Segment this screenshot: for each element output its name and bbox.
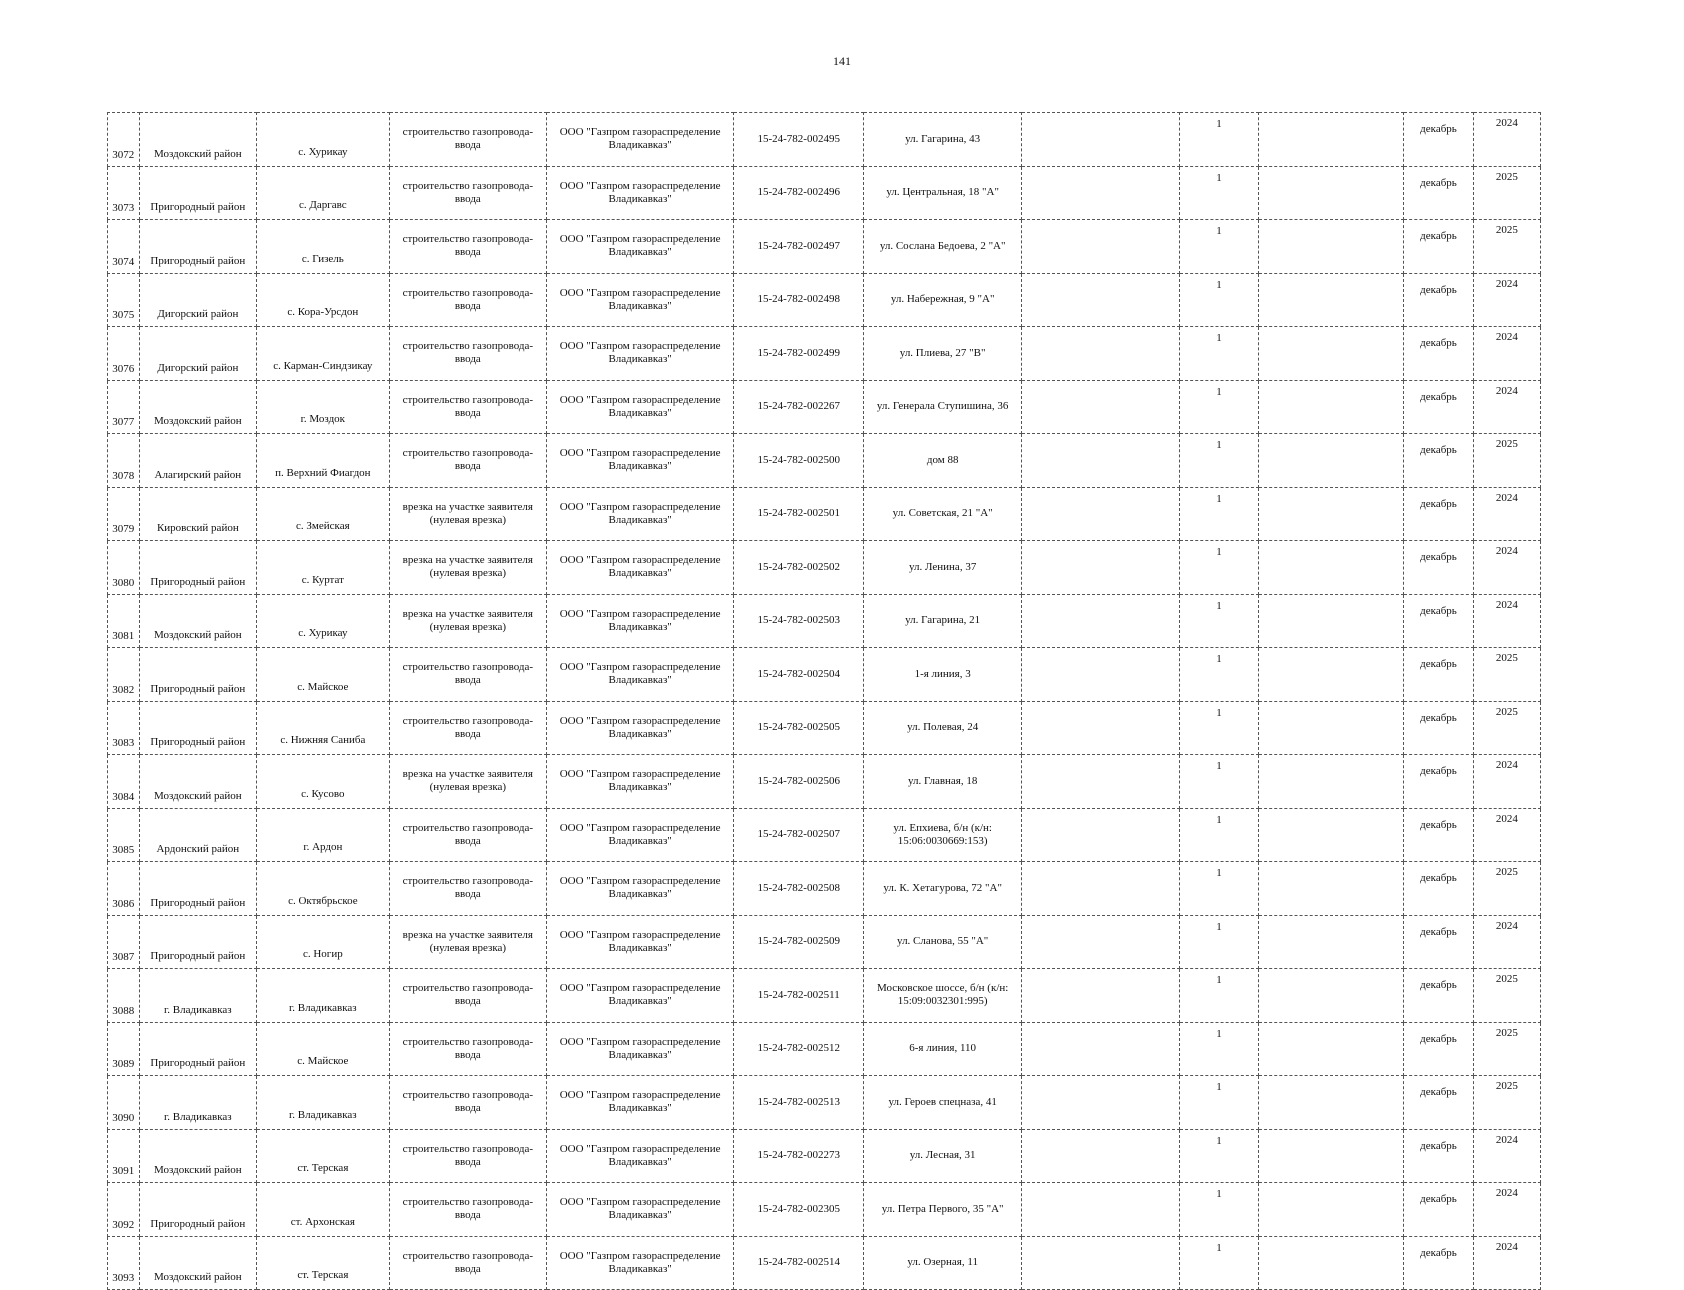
work-type-cell: строительство газопровода-ввода — [389, 380, 547, 434]
row-number-cell: 3081 — [108, 594, 140, 648]
month-cell: декабрь — [1404, 541, 1473, 595]
table-row — [108, 701, 1541, 755]
district-cell: Дигорский район — [139, 327, 257, 381]
object-code-cell: 15-24-782-002505 — [734, 701, 864, 755]
year-cell: 2024 — [1473, 1129, 1540, 1183]
empty-cell — [1021, 273, 1179, 327]
row-number-cell: 3083 — [108, 701, 140, 755]
organization-cell: ООО "Газпром газораспределение Владикавказ" — [547, 1022, 734, 1076]
empty-cell — [1259, 541, 1404, 595]
empty-cell — [1259, 434, 1404, 488]
empty-cell — [1259, 380, 1404, 434]
locality-cell: с. Хурикау — [257, 113, 389, 167]
empty-cell — [1259, 273, 1404, 327]
work-type-cell: строительство газопровода-ввода — [389, 434, 547, 488]
work-type-cell: врезка на участке заявителя (нулевая врезка) — [389, 541, 547, 595]
count-cell: 1 — [1179, 969, 1259, 1023]
work-type-cell: строительство газопровода-ввода — [389, 1183, 547, 1237]
object-code-cell: 15-24-782-002503 — [734, 594, 864, 648]
table-row — [108, 1183, 1541, 1237]
district-cell: Моздокский район — [139, 1129, 257, 1183]
address-cell: ул. Лесная, 31 — [864, 1129, 1022, 1183]
count-cell: 1 — [1179, 1183, 1259, 1237]
table-row — [108, 487, 1541, 541]
address-cell: ул. Героев спецназа, 41 — [864, 1076, 1022, 1130]
district-cell: Пригородный район — [139, 166, 257, 220]
year-cell: 2024 — [1473, 594, 1540, 648]
district-cell: г. Владикавказ — [139, 969, 257, 1023]
organization-cell: ООО "Газпром газораспределение Владикавказ" — [547, 701, 734, 755]
month-cell: декабрь — [1404, 969, 1473, 1023]
row-number-cell: 3082 — [108, 648, 140, 702]
address-cell: ул. Сланова, 55 "А" — [864, 915, 1022, 969]
count-cell: 1 — [1179, 701, 1259, 755]
month-cell: декабрь — [1404, 701, 1473, 755]
empty-cell — [1021, 434, 1179, 488]
empty-cell — [1021, 808, 1179, 862]
work-type-cell: врезка на участке заявителя (нулевая врезка) — [389, 594, 547, 648]
count-cell: 1 — [1179, 1022, 1259, 1076]
empty-cell — [1259, 915, 1404, 969]
year-cell: 2025 — [1473, 701, 1540, 755]
locality-cell: с. Майское — [257, 648, 389, 702]
empty-cell — [1021, 1022, 1179, 1076]
count-cell: 1 — [1179, 273, 1259, 327]
organization-cell: ООО "Газпром газораспределение Владикавказ" — [547, 434, 734, 488]
work-type-cell: строительство газопровода-ввода — [389, 862, 547, 916]
month-cell: декабрь — [1404, 755, 1473, 809]
year-cell: 2025 — [1473, 1076, 1540, 1130]
empty-cell — [1259, 701, 1404, 755]
locality-cell: г. Ардон — [257, 808, 389, 862]
district-cell: Пригородный район — [139, 1022, 257, 1076]
locality-cell: с. Нижняя Саниба — [257, 701, 389, 755]
month-cell: декабрь — [1404, 273, 1473, 327]
object-code-cell: 15-24-782-002267 — [734, 380, 864, 434]
organization-cell: ООО "Газпром газораспределение Владикавказ" — [547, 594, 734, 648]
address-cell: ул. Епхиева, б/н (к/н: 15:06:0030669:153) — [864, 808, 1022, 862]
district-cell: Пригородный район — [139, 701, 257, 755]
locality-cell: с. Кусово — [257, 755, 389, 809]
locality-cell: с. Гизель — [257, 220, 389, 274]
month-cell: декабрь — [1404, 327, 1473, 381]
table-row — [108, 862, 1541, 916]
address-cell: ул. Озерная, 11 — [864, 1236, 1022, 1290]
year-cell: 2024 — [1473, 380, 1540, 434]
locality-cell: с. Куртат — [257, 541, 389, 595]
empty-cell — [1259, 1183, 1404, 1237]
count-cell: 1 — [1179, 1236, 1259, 1290]
year-cell: 2025 — [1473, 220, 1540, 274]
row-number-cell: 3080 — [108, 541, 140, 595]
row-number-cell: 3074 — [108, 220, 140, 274]
year-cell: 2024 — [1473, 915, 1540, 969]
table-row — [108, 1236, 1541, 1290]
table-row — [108, 434, 1541, 488]
organization-cell: ООО "Газпром газораспределение Владикавказ" — [547, 1076, 734, 1130]
row-number-cell: 3085 — [108, 808, 140, 862]
year-cell: 2025 — [1473, 434, 1540, 488]
count-cell: 1 — [1179, 487, 1259, 541]
row-number-cell: 3089 — [108, 1022, 140, 1076]
district-cell: Моздокский район — [139, 1236, 257, 1290]
empty-cell — [1259, 1076, 1404, 1130]
page-number: 141 — [833, 54, 851, 68]
table-row — [108, 969, 1541, 1023]
empty-cell — [1259, 327, 1404, 381]
empty-cell — [1021, 1236, 1179, 1290]
object-code-cell: 15-24-782-002513 — [734, 1076, 864, 1130]
district-cell: Пригородный район — [139, 915, 257, 969]
table-row — [108, 1076, 1541, 1130]
work-type-cell: строительство газопровода-ввода — [389, 1236, 547, 1290]
organization-cell: ООО "Газпром газораспределение Владикавказ" — [547, 862, 734, 916]
empty-cell — [1021, 969, 1179, 1023]
month-cell: декабрь — [1404, 1129, 1473, 1183]
district-cell: Пригородный район — [139, 648, 257, 702]
year-cell: 2025 — [1473, 648, 1540, 702]
organization-cell: ООО "Газпром газораспределение Владикавказ" — [547, 487, 734, 541]
month-cell: декабрь — [1404, 808, 1473, 862]
table-row — [108, 273, 1541, 327]
work-type-cell: строительство газопровода-ввода — [389, 273, 547, 327]
month-cell: декабрь — [1404, 1076, 1473, 1130]
empty-cell — [1259, 969, 1404, 1023]
locality-cell: с. Октябрьское — [257, 862, 389, 916]
row-number-cell: 3079 — [108, 487, 140, 541]
district-cell: Кировский район — [139, 487, 257, 541]
address-cell: ул. Полевая, 24 — [864, 701, 1022, 755]
locality-cell: с. Хурикау — [257, 594, 389, 648]
empty-cell — [1259, 1022, 1404, 1076]
organization-cell: ООО "Газпром газораспределение Владикавказ" — [547, 273, 734, 327]
empty-cell — [1021, 541, 1179, 595]
empty-cell — [1021, 915, 1179, 969]
month-cell: декабрь — [1404, 487, 1473, 541]
work-type-cell: строительство газопровода-ввода — [389, 969, 547, 1023]
count-cell: 1 — [1179, 594, 1259, 648]
address-cell: Московское шоссе, б/н (к/н: 15:09:0032301:995) — [864, 969, 1022, 1023]
year-cell: 2024 — [1473, 113, 1540, 167]
empty-cell — [1021, 648, 1179, 702]
address-cell: ул. Гагарина, 21 — [864, 594, 1022, 648]
work-type-cell: строительство газопровода-ввода — [389, 648, 547, 702]
district-cell: Ардонский район — [139, 808, 257, 862]
empty-cell — [1259, 487, 1404, 541]
table-row — [108, 113, 1541, 167]
empty-cell — [1021, 701, 1179, 755]
object-code-cell: 15-24-782-002506 — [734, 755, 864, 809]
empty-cell — [1259, 1236, 1404, 1290]
month-cell: декабрь — [1404, 1183, 1473, 1237]
year-cell: 2024 — [1473, 273, 1540, 327]
month-cell: декабрь — [1404, 1236, 1473, 1290]
year-cell: 2024 — [1473, 327, 1540, 381]
object-code-cell: 15-24-782-002496 — [734, 166, 864, 220]
row-number-cell: 3092 — [108, 1183, 140, 1237]
work-type-cell: строительство газопровода-ввода — [389, 808, 547, 862]
count-cell: 1 — [1179, 808, 1259, 862]
empty-cell — [1259, 808, 1404, 862]
locality-cell: с. Кора-Урсдон — [257, 273, 389, 327]
work-type-cell: врезка на участке заявителя (нулевая врезка) — [389, 755, 547, 809]
year-cell: 2025 — [1473, 969, 1540, 1023]
organization-cell: ООО "Газпром газораспределение Владикавказ" — [547, 648, 734, 702]
organization-cell: ООО "Газпром газораспределение Владикавказ" — [547, 220, 734, 274]
empty-cell — [1021, 1076, 1179, 1130]
organization-cell: ООО "Газпром газораспределение Владикавказ" — [547, 166, 734, 220]
district-cell: Алагирский район — [139, 434, 257, 488]
organization-cell: ООО "Газпром газораспределение Владикавказ" — [547, 915, 734, 969]
month-cell: декабрь — [1404, 380, 1473, 434]
table-row — [108, 594, 1541, 648]
address-cell: ул. Петра Первого, 35 "А" — [864, 1183, 1022, 1237]
district-cell: Моздокский район — [139, 755, 257, 809]
work-type-cell: врезка на участке заявителя (нулевая врезка) — [389, 487, 547, 541]
work-type-cell: строительство газопровода-ввода — [389, 220, 547, 274]
work-type-cell: строительство газопровода-ввода — [389, 166, 547, 220]
district-cell: Пригородный район — [139, 220, 257, 274]
object-code-cell: 15-24-782-002498 — [734, 273, 864, 327]
empty-cell — [1021, 1183, 1179, 1237]
table-row — [108, 1022, 1541, 1076]
row-number-cell: 3084 — [108, 755, 140, 809]
empty-cell — [1259, 755, 1404, 809]
district-cell: Моздокский район — [139, 113, 257, 167]
organization-cell: ООО "Газпром газораспределение Владикавказ" — [547, 1236, 734, 1290]
empty-cell — [1021, 594, 1179, 648]
count-cell: 1 — [1179, 755, 1259, 809]
month-cell: декабрь — [1404, 166, 1473, 220]
count-cell: 1 — [1179, 166, 1259, 220]
table-row — [108, 541, 1541, 595]
address-cell: ул. Гагарина, 43 — [864, 113, 1022, 167]
row-number-cell: 3090 — [108, 1076, 140, 1130]
empty-cell — [1021, 327, 1179, 381]
count-cell: 1 — [1179, 113, 1259, 167]
empty-cell — [1259, 113, 1404, 167]
month-cell: декабрь — [1404, 648, 1473, 702]
row-number-cell: 3086 — [108, 862, 140, 916]
row-number-cell: 3093 — [108, 1236, 140, 1290]
object-code-cell: 15-24-782-002497 — [734, 220, 864, 274]
month-cell: декабрь — [1404, 1022, 1473, 1076]
object-code-cell: 15-24-782-002499 — [734, 327, 864, 381]
address-cell: ул. Центральная, 18 "А" — [864, 166, 1022, 220]
registry-table-wrap — [107, 112, 1541, 1290]
object-code-cell: 15-24-782-002508 — [734, 862, 864, 916]
row-number-cell: 3077 — [108, 380, 140, 434]
district-cell: г. Владикавказ — [139, 1076, 257, 1130]
organization-cell: ООО "Газпром газораспределение Владикавказ" — [547, 327, 734, 381]
count-cell: 1 — [1179, 327, 1259, 381]
organization-cell: ООО "Газпром газораспределение Владикавказ" — [547, 541, 734, 595]
district-cell: Дигорский район — [139, 273, 257, 327]
year-cell: 2024 — [1473, 487, 1540, 541]
locality-cell: с. Змейская — [257, 487, 389, 541]
empty-cell — [1259, 166, 1404, 220]
object-code-cell: 15-24-782-002273 — [734, 1129, 864, 1183]
address-cell: ул. Ленина, 37 — [864, 541, 1022, 595]
empty-cell — [1021, 380, 1179, 434]
address-cell: 6-я линия, 110 — [864, 1022, 1022, 1076]
empty-cell — [1259, 1129, 1404, 1183]
year-cell: 2024 — [1473, 1236, 1540, 1290]
table-row — [108, 327, 1541, 381]
address-cell: ул. Главная, 18 — [864, 755, 1022, 809]
district-cell: Пригородный район — [139, 1183, 257, 1237]
empty-cell — [1259, 220, 1404, 274]
organization-cell: ООО "Газпром газораспределение Владикавказ" — [547, 1183, 734, 1237]
empty-cell — [1021, 487, 1179, 541]
organization-cell: ООО "Газпром газораспределение Владикавказ" — [547, 1129, 734, 1183]
empty-cell — [1021, 1129, 1179, 1183]
count-cell: 1 — [1179, 220, 1259, 274]
count-cell: 1 — [1179, 648, 1259, 702]
address-cell: ул. Плиева, 27 "В" — [864, 327, 1022, 381]
district-cell: Пригородный район — [139, 541, 257, 595]
district-cell: Моздокский район — [139, 594, 257, 648]
count-cell: 1 — [1179, 434, 1259, 488]
month-cell: декабрь — [1404, 220, 1473, 274]
address-cell: ул. Советская, 21 "А" — [864, 487, 1022, 541]
organization-cell: ООО "Газпром газораспределение Владикавказ" — [547, 380, 734, 434]
locality-cell: ст. Терская — [257, 1129, 389, 1183]
object-code-cell: 15-24-782-002509 — [734, 915, 864, 969]
work-type-cell: строительство газопровода-ввода — [389, 1076, 547, 1130]
registry-table — [107, 112, 1541, 1290]
empty-cell — [1259, 594, 1404, 648]
locality-cell: с. Даргавс — [257, 166, 389, 220]
object-code-cell: 15-24-782-002504 — [734, 648, 864, 702]
object-code-cell: 15-24-782-002502 — [734, 541, 864, 595]
work-type-cell: строительство газопровода-ввода — [389, 113, 547, 167]
row-number-cell: 3091 — [108, 1129, 140, 1183]
address-cell: дом 88 — [864, 434, 1022, 488]
row-number-cell: 3075 — [108, 273, 140, 327]
empty-cell — [1021, 220, 1179, 274]
object-code-cell: 15-24-782-002495 — [734, 113, 864, 167]
month-cell: декабрь — [1404, 594, 1473, 648]
object-code-cell: 15-24-782-002501 — [734, 487, 864, 541]
locality-cell: п. Верхний Фиагдон — [257, 434, 389, 488]
object-code-cell: 15-24-782-002514 — [734, 1236, 864, 1290]
row-number-cell: 3076 — [108, 327, 140, 381]
empty-cell — [1259, 648, 1404, 702]
count-cell: 1 — [1179, 541, 1259, 595]
address-cell: ул. К. Хетагурова, 72 "А" — [864, 862, 1022, 916]
empty-cell — [1021, 755, 1179, 809]
count-cell: 1 — [1179, 915, 1259, 969]
locality-cell: с. Майское — [257, 1022, 389, 1076]
organization-cell: ООО "Газпром газораспределение Владикавказ" — [547, 113, 734, 167]
work-type-cell: строительство газопровода-ввода — [389, 701, 547, 755]
address-cell: ул. Генерала Ступишина, 36 — [864, 380, 1022, 434]
locality-cell: с. Ногир — [257, 915, 389, 969]
locality-cell: ст. Терская — [257, 1236, 389, 1290]
object-code-cell: 15-24-782-002507 — [734, 808, 864, 862]
empty-cell — [1021, 166, 1179, 220]
table-row — [108, 380, 1541, 434]
year-cell: 2024 — [1473, 1183, 1540, 1237]
table-row — [108, 220, 1541, 274]
table-row — [108, 808, 1541, 862]
year-cell: 2025 — [1473, 862, 1540, 916]
locality-cell: г. Владикавказ — [257, 969, 389, 1023]
district-cell: Моздокский район — [139, 380, 257, 434]
table-row — [108, 915, 1541, 969]
year-cell: 2024 — [1473, 755, 1540, 809]
count-cell: 1 — [1179, 1076, 1259, 1130]
table-row — [108, 1129, 1541, 1183]
empty-cell — [1021, 862, 1179, 916]
address-cell: 1-я линия, 3 — [864, 648, 1022, 702]
row-number-cell: 3072 — [108, 113, 140, 167]
work-type-cell: строительство газопровода-ввода — [389, 1129, 547, 1183]
month-cell: декабрь — [1404, 434, 1473, 488]
count-cell: 1 — [1179, 380, 1259, 434]
empty-cell — [1259, 862, 1404, 916]
month-cell: декабрь — [1404, 113, 1473, 167]
organization-cell: ООО "Газпром газораспределение Владикавказ" — [547, 969, 734, 1023]
table-row — [108, 755, 1541, 809]
object-code-cell: 15-24-782-002512 — [734, 1022, 864, 1076]
count-cell: 1 — [1179, 862, 1259, 916]
locality-cell: г. Моздок — [257, 380, 389, 434]
locality-cell: г. Владикавказ — [257, 1076, 389, 1130]
row-number-cell: 3087 — [108, 915, 140, 969]
address-cell: ул. Сослана Бедоева, 2 "А" — [864, 220, 1022, 274]
year-cell: 2025 — [1473, 1022, 1540, 1076]
year-cell: 2024 — [1473, 808, 1540, 862]
locality-cell: с. Карман-Синдзикау — [257, 327, 389, 381]
work-type-cell: врезка на участке заявителя (нулевая врезка) — [389, 915, 547, 969]
month-cell: декабрь — [1404, 915, 1473, 969]
empty-cell — [1021, 113, 1179, 167]
organization-cell: ООО "Газпром газораспределение Владикавказ" — [547, 755, 734, 809]
district-cell: Пригородный район — [139, 862, 257, 916]
address-cell: ул. Набережная, 9 "А" — [864, 273, 1022, 327]
count-cell: 1 — [1179, 1129, 1259, 1183]
table-row — [108, 648, 1541, 702]
year-cell: 2024 — [1473, 541, 1540, 595]
row-number-cell: 3073 — [108, 166, 140, 220]
row-number-cell: 3078 — [108, 434, 140, 488]
table-row — [108, 166, 1541, 220]
locality-cell: ст. Архонская — [257, 1183, 389, 1237]
organization-cell: ООО "Газпром газораспределение Владикавказ" — [547, 808, 734, 862]
month-cell: декабрь — [1404, 862, 1473, 916]
object-code-cell: 15-24-782-002500 — [734, 434, 864, 488]
object-code-cell: 15-24-782-002305 — [734, 1183, 864, 1237]
work-type-cell: строительство газопровода-ввода — [389, 327, 547, 381]
object-code-cell: 15-24-782-002511 — [734, 969, 864, 1023]
year-cell: 2025 — [1473, 166, 1540, 220]
work-type-cell: строительство газопровода-ввода — [389, 1022, 547, 1076]
row-number-cell: 3088 — [108, 969, 140, 1023]
